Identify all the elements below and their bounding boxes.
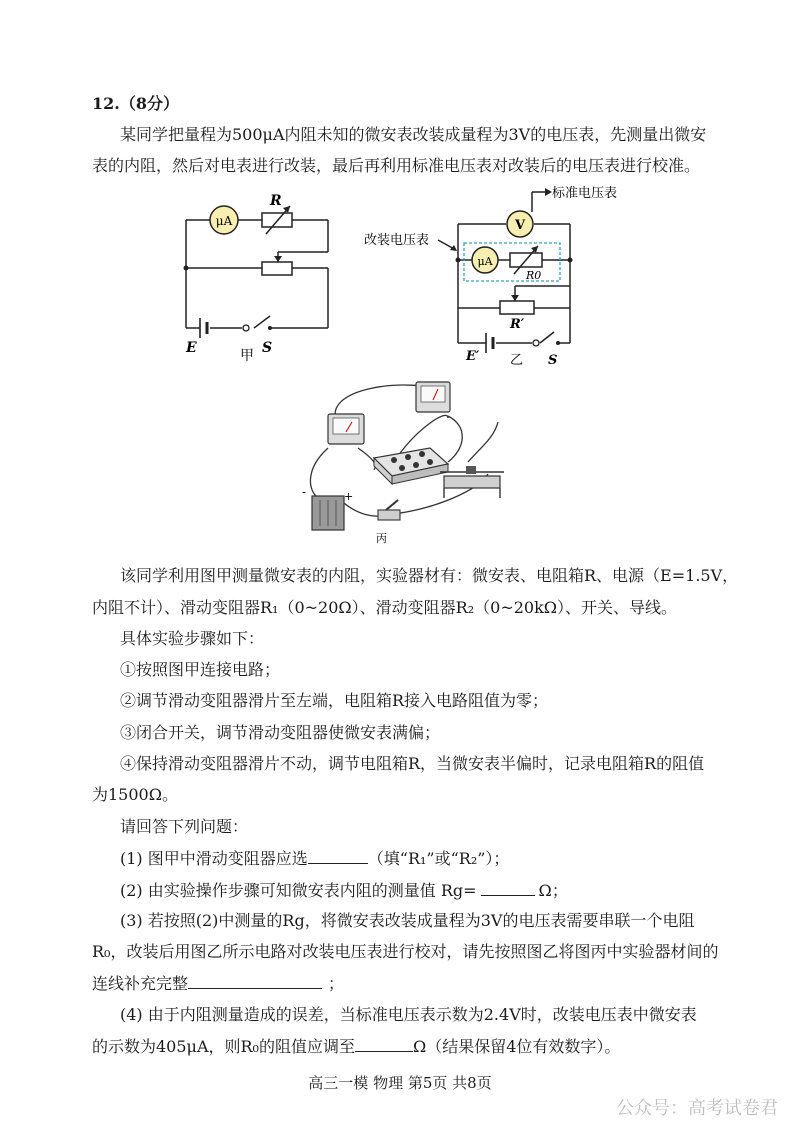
step-3: ③闭合开关，调节滑动变阻器使微安表满偏； — [120, 723, 441, 742]
sub-question-2-unit: Ω； — [538, 881, 568, 900]
sub-question-3-line-2: R₀，改装后用图乙所示电路对改装电压表进行校对，请先按照图乙将图丙中实验器材间的 — [92, 942, 719, 961]
figure-caption-bing: 丙 — [376, 532, 387, 545]
circuit-figure-yi — [360, 178, 630, 373]
sub-question-4-line-1: (4) 由于内阻测量造成的误差，当标准电压表示数为2.4V时，改装电压表中微安表 — [120, 1005, 697, 1024]
resistor-box-label: R — [270, 193, 282, 209]
answer-blank-4[interactable] — [355, 1036, 413, 1052]
watermark: 公众号：高考试卷君 — [616, 1098, 778, 1119]
meter-label-yi: μA — [477, 255, 493, 268]
figure-caption-jia: 甲 — [240, 348, 254, 364]
sub-question-3-end: ； — [328, 974, 345, 993]
r0-label: R0 — [526, 269, 542, 282]
battery-label: E — [186, 340, 197, 356]
paragraph-1-line-1: 该同学利用图甲测量微安表的内阻，实验器材有：微安表、电阻箱R、电源（E=1.5V， — [120, 566, 739, 585]
step-4-line-2: 为1500Ω。 — [92, 785, 178, 804]
sub-question-1-hint: （填“R₁”或“R₂”）； — [367, 849, 510, 868]
step-1: ①按照图甲连接电路； — [120, 660, 281, 679]
intro-line-2: 表的内阻，然后对电表进行改装，最后再利用标准电压表对改装后的电压表进行校准。 — [92, 156, 701, 175]
rheostat-label: R′ — [510, 317, 525, 332]
sub-question-2-text: (2) 由实验操作步骤可知微安表内阻的测量值 Rg= — [120, 881, 477, 900]
rheostat-icon — [444, 476, 500, 488]
modified-voltmeter-caption: 改装电压表 — [364, 233, 430, 248]
battery-label-yi: E′ — [466, 349, 480, 364]
circuit-figure-jia — [170, 188, 350, 368]
battery-minus-sign: - — [302, 485, 307, 499]
apparatus-figure-bing — [298, 378, 518, 546]
step-4-line-1: ④保持滑动变阻器滑片不动，调节电阻箱R，当微安表半偏时，记录电阻箱R的阻值 — [120, 754, 705, 773]
sub-question-2 — [120, 880, 568, 901]
battery-plus-sign: + — [344, 490, 354, 503]
questions-prompt: 请回答下列问题： — [120, 817, 249, 836]
switch-label-yi: S — [548, 353, 558, 368]
sub-question-3-line-1: (3) 若按照(2)中测量的Rg，将微安表改装成量程为3V的电压表需要串联一个电阻 — [120, 911, 695, 930]
sub-question-4-unit: Ω（结果保留4位有效数字）。 — [412, 1037, 621, 1056]
sub-question-3-line-3 — [92, 973, 344, 994]
switch-icon-bing — [378, 510, 400, 520]
paragraph-1-line-2: 内阻不计）、滑动变阻器R₁（0~20Ω）、滑动变阻器R₂（0~20kΩ）、开关、导线。 — [92, 598, 678, 617]
sub-question-3-text: 连线补充完整 — [92, 974, 189, 993]
answer-blank-2[interactable] — [481, 880, 535, 896]
std-voltmeter-caption: 标准电压表 — [552, 186, 618, 201]
answer-blank-3[interactable] — [188, 973, 322, 989]
answer-blank-1[interactable] — [308, 848, 368, 864]
steps-title: 具体实验步骤如下： — [120, 629, 265, 648]
voltmeter-label: V — [514, 218, 526, 233]
question-number: 12.（8分） — [92, 94, 179, 113]
step-2: ②调节滑动变阻器滑片至左端，电阻箱R接入电路阻值为零； — [120, 691, 549, 710]
meter-label: μA — [215, 214, 233, 228]
page-footer: 高三一模 物理 第5页 共8页 — [308, 1074, 492, 1092]
figure-caption-yi: 乙 — [510, 353, 524, 368]
sub-question-4-line-2 — [92, 1036, 620, 1057]
sub-question-1 — [120, 848, 509, 869]
switch-label: S — [262, 340, 273, 356]
sub-question-4-text: 的示数为405μA，则R₀的阻值应调至 — [92, 1037, 355, 1056]
sub-question-1-text: (1) 图甲中滑动变阻器应选 — [120, 849, 308, 868]
intro-line-1: 某同学把量程为500μA内阻未知的微安表改装成量程为3V的电压表，先测量出微安 — [120, 125, 707, 144]
